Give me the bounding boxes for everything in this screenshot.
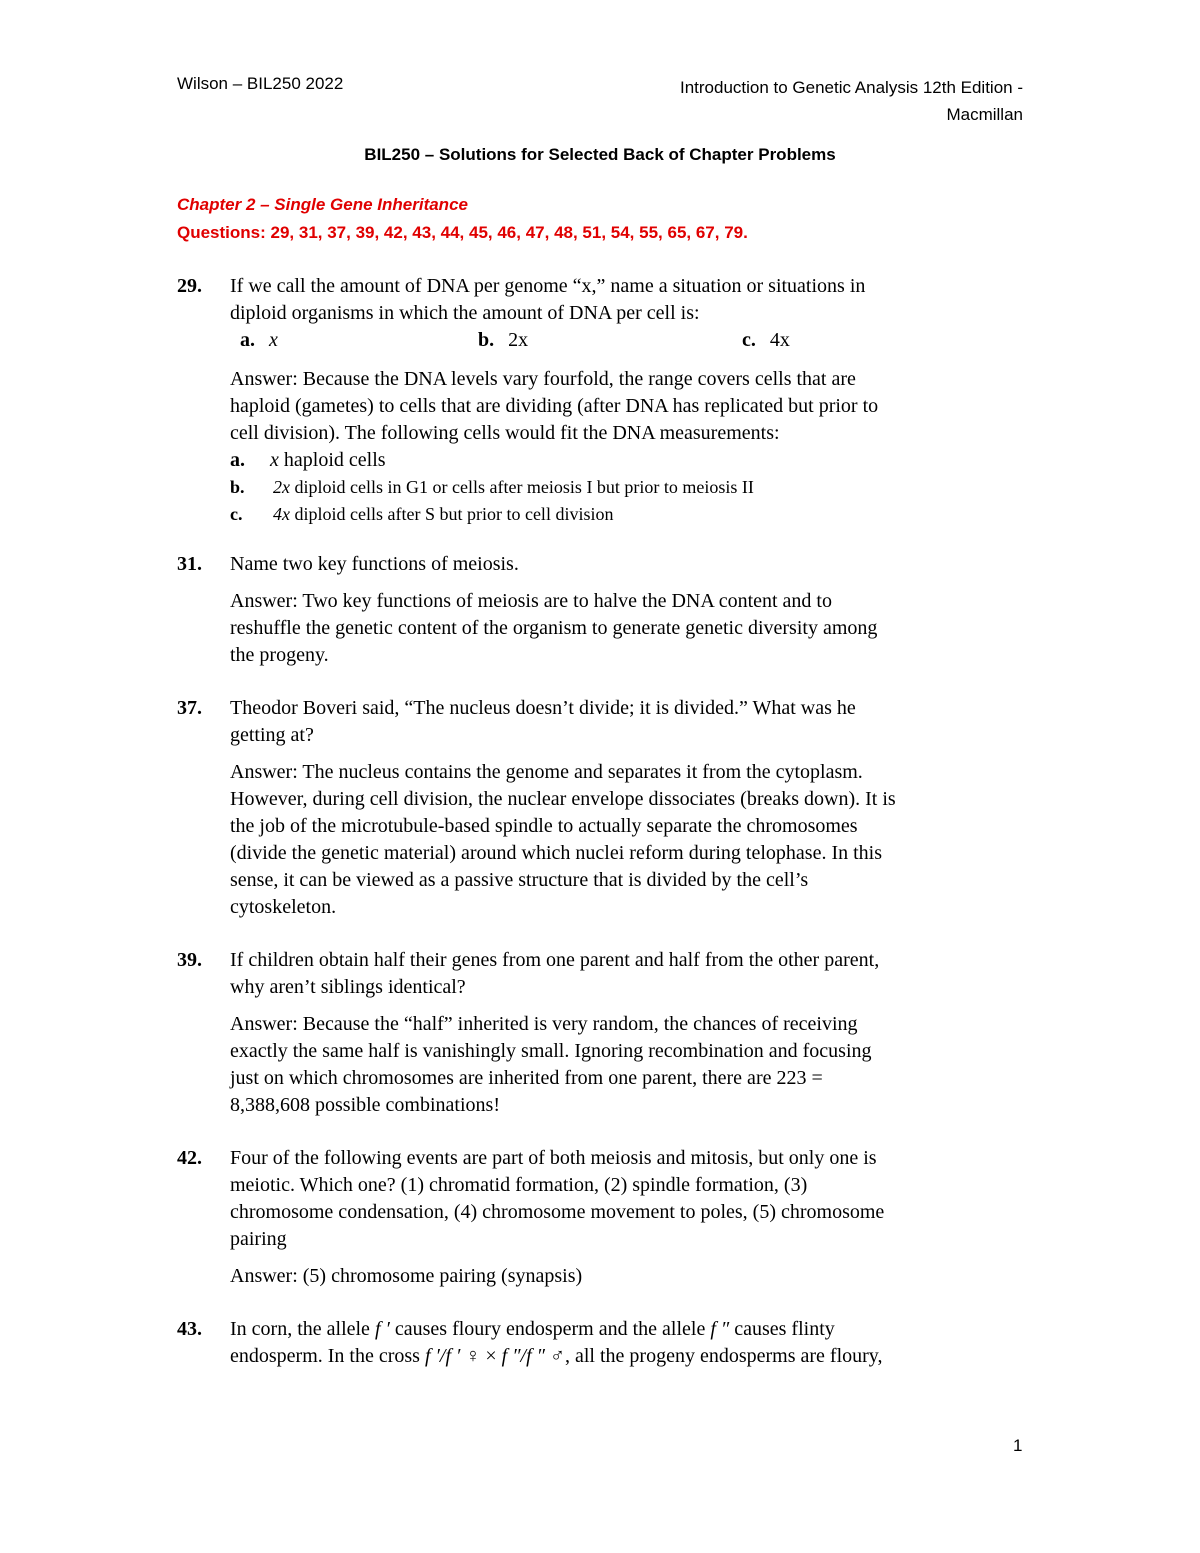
question-text: meiotic. Which one? (1) chromatid formation, (2) spindle formation, (3) bbox=[230, 1174, 808, 1196]
question-number: 43. bbox=[177, 1318, 202, 1340]
question-text: Theodor Boveri said, “The nucleus doesn’t divide; it is divided.” What was he bbox=[230, 697, 856, 719]
option-c: c. 4x bbox=[742, 329, 790, 351]
question-text: pairing bbox=[230, 1228, 287, 1250]
question-number: 42. bbox=[177, 1147, 202, 1169]
question-text: endosperm. In the cross f ′/f ′ ♀ × f ″/f ″ ♂, all the progeny endosperms are floury, bbox=[230, 1345, 883, 1367]
answer: Answer: (5) chromosome pairing (synapsis) bbox=[230, 1265, 583, 1287]
option-a: a. x bbox=[240, 329, 278, 351]
answer-sub-a: a. x haploid cells bbox=[230, 449, 386, 471]
question-text: why aren’t siblings identical? bbox=[230, 976, 466, 998]
question-number: 37. bbox=[177, 697, 202, 719]
question-text: In corn, the allele f ′ causes floury endosperm and the allele f ″ causes flinty bbox=[230, 1318, 835, 1340]
header-right-line2: Macmillan bbox=[946, 105, 1023, 124]
answer: Answer: Because the “half” inherited is very random, the chances of receiving exactly the same half is vanishingly small. Ignoring recombination and focusing just on which chromosomes are inherited from one parent, there are 223 = 8,388,608 possible combinations! bbox=[230, 1013, 872, 1116]
question-number: 29. bbox=[177, 275, 202, 297]
question-39 bbox=[177, 947, 1037, 1119]
answer-sub-c: c. 4x diploid cells after S but prior to cell division bbox=[230, 504, 614, 524]
option-b: b. 2x bbox=[478, 329, 529, 351]
question-text: getting at? bbox=[230, 724, 314, 746]
question-text: Four of the following events are part of both meiosis and mitosis, but only one is bbox=[230, 1147, 877, 1169]
question-text: diploid organisms in which the amount of DNA per cell is: bbox=[230, 302, 700, 324]
question-list: Questions: 29, 31, 37, 39, 42, 43, 44, 45, 46, 47, 48, 51, 54, 55, 65, 67, 79. bbox=[177, 223, 748, 242]
question-text: If children obtain half their genes from one parent and half from the other parent, bbox=[230, 949, 880, 971]
question-text: chromosome condensation, (4) chromosome movement to poles, (5) chromosome bbox=[230, 1201, 885, 1223]
document-title: BIL250 – Solutions for Selected Back of Chapter Problems bbox=[364, 145, 836, 164]
question-37 bbox=[177, 695, 1037, 921]
answer-options bbox=[230, 327, 1037, 354]
question-43 bbox=[177, 1316, 1037, 1370]
answer: Answer: Because the DNA levels vary fourfold, the range covers cells that are haploid (gametes) to cells that are dividing (after DNA has replicated but prior to cell division). The following cells would fit the DNA measurements: bbox=[230, 368, 879, 444]
chapter-heading: Chapter 2 – Single Gene Inheritance bbox=[177, 195, 468, 214]
question-text: Name two key functions of meiosis. bbox=[230, 553, 519, 575]
question-text: If we call the amount of DNA per genome “x,” name a situation or situations in bbox=[230, 275, 866, 297]
question-number: 39. bbox=[177, 949, 202, 971]
answer: Answer: Two key functions of meiosis are to halve the DNA content and to reshuffle the genetic content of the organism to generate genetic diversity among the progeny. bbox=[230, 590, 878, 666]
header-right bbox=[610, 74, 1023, 128]
question-29 bbox=[177, 273, 1037, 528]
question-42 bbox=[177, 1145, 1037, 1290]
question-number: 31. bbox=[177, 553, 202, 575]
question-31 bbox=[177, 551, 1037, 669]
header-left: Wilson – BIL250 2022 bbox=[177, 74, 344, 93]
header-right-line1: Introduction to Genetic Analysis 12th Edition - bbox=[679, 78, 1023, 97]
answer-sub-b: b. 2x diploid cells in G1 or cells after meiosis I but prior to meiosis II bbox=[230, 477, 754, 497]
page-number: 1 bbox=[1013, 1436, 1023, 1455]
answer: Answer: The nucleus contains the genome and separates it from the cytoplasm. However, during cell division, the nuclear envelope dissociates (breaks down). It is the job of the microtubule-based spindle to actually separate the chromosomes (divide the genetic material) around which nuclei reform during telophase. In this sense, it can be viewed as a passive structure that is divided by the cell’s cytoskeleton. bbox=[230, 761, 896, 918]
